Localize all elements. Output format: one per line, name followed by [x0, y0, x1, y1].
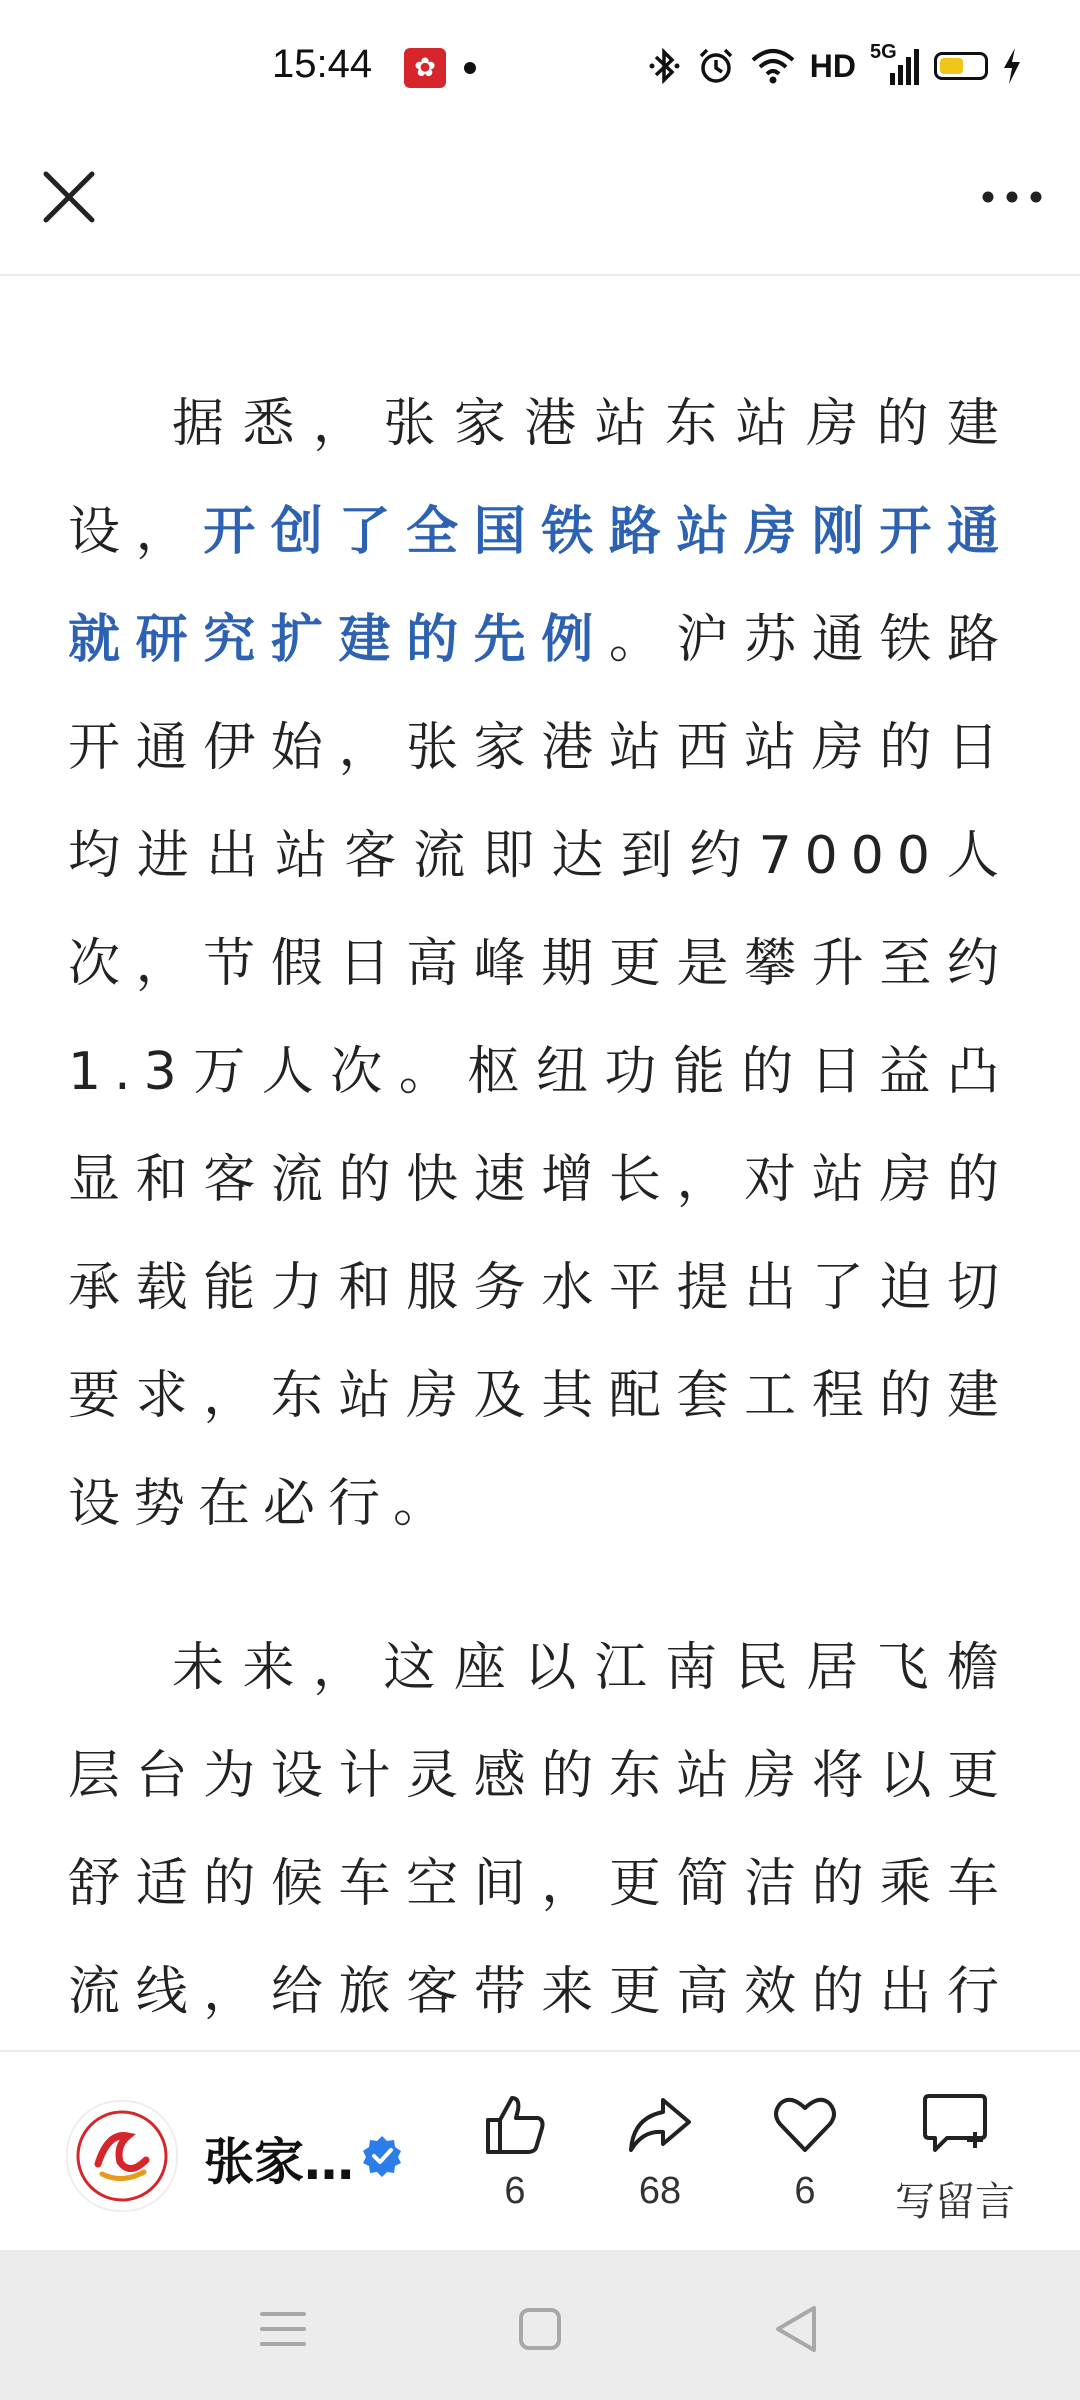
network-label: HD	[809, 47, 856, 84]
share-icon	[625, 2090, 695, 2160]
battery-icon	[934, 52, 988, 80]
signal-icon	[870, 41, 920, 87]
like-button[interactable]	[450, 2090, 580, 2213]
comment-button[interactable]	[880, 2090, 1030, 2227]
menu-button[interactable]	[248, 2294, 318, 2364]
close-icon	[34, 162, 104, 232]
alarm-icon	[696, 46, 736, 86]
back-icon	[762, 2294, 832, 2364]
system-nav-bar	[0, 2250, 1080, 2400]
status-icons	[648, 41, 1022, 88]
charging-icon	[1002, 47, 1022, 85]
verified-icon	[360, 2134, 404, 2178]
more-icon	[972, 162, 1052, 232]
comment-icon	[917, 2090, 993, 2160]
menu-icon	[248, 2294, 318, 2364]
account-name[interactable]: 张家…	[204, 2133, 354, 2191]
article-body	[68, 370, 1012, 2210]
like-count: 6	[504, 2170, 526, 2212]
share-count: 68	[638, 2170, 682, 2212]
back-button[interactable]	[762, 2294, 832, 2364]
app-notification-icon: ✿	[404, 48, 446, 88]
highlighted-text: 开创了全国铁路站房刚开通就研究扩建的先例	[68, 502, 1012, 670]
home-button[interactable]	[505, 2294, 575, 2364]
favorite-count: 6	[794, 2170, 816, 2212]
heart-icon	[770, 2090, 840, 2160]
more-button[interactable]	[972, 162, 1052, 232]
close-button[interactable]	[34, 162, 104, 232]
article-header	[0, 130, 1080, 276]
account-logo[interactable]	[66, 2100, 178, 2212]
wifi-icon	[750, 46, 796, 86]
favorite-button[interactable]	[740, 2090, 870, 2213]
action-bar	[0, 2050, 1080, 2252]
article-paragraph: 据悉，张家港站东站房的建设，开创了全国铁路站房刚开通就研究扩建的先例。沪苏通铁路开通伊始，张家港站西站房的日均进出站客流即达到约7000人次，节假日高峰期更是攀升至约1.3万人次。枢纽功能的日益凸显和客流的快速增长，对站房的承载能力和服务水平提出了迫切要求，东站房及其配套工程的建设势在必行。	[68, 394, 1012, 1534]
comment-label: 写留言	[895, 2179, 1015, 2225]
status-bar	[0, 0, 1080, 130]
status-time: 15:44	[272, 42, 373, 86]
like-icon	[480, 2090, 550, 2160]
signal-label: 5G	[870, 41, 897, 63]
bluetooth-icon	[648, 46, 682, 86]
home-icon	[505, 2294, 575, 2364]
article-paragraph: 未来，这座以江南民居飞檐层台为设计灵感的东站房将以更舒适的候车空间，更简洁的乘车流线，给旅客带来更高效的出行	[68, 1638, 1012, 2022]
share-button[interactable]	[595, 2090, 725, 2213]
notification-dot-icon	[464, 62, 476, 74]
